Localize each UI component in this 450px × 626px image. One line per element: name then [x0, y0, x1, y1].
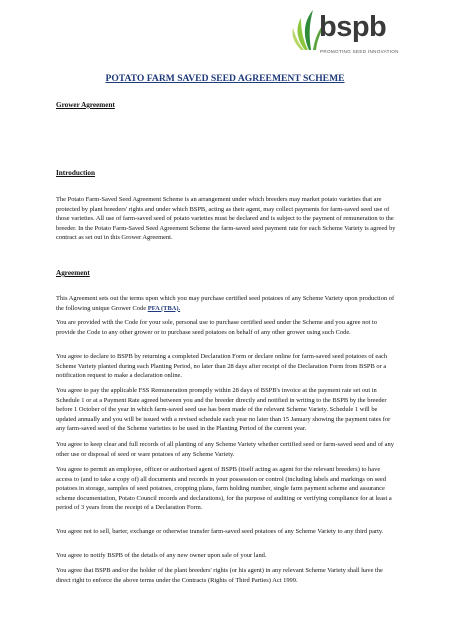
agreement-paragraph-2: You are provided with the Code for your sole, personal use to purchase certified seed under the Scheme and you agree not to provide the Code to any other grower or to purchase seed potatoes on behalf of any other grower using such Code.	[56, 319, 377, 336]
agreement-paragraph-4: You agree to pay the applicable FSS Remuneration promptly within 28 days of BSPB's invoice at the payment rate set out in Schedule 1 or at a Payment Rate agreed between you and the breeder directly and notified in writing to the BSPB by the breeder before 1 October of the year in which farm-saved seed use has been made of the relevant Scheme Variety. Schedule 1 will be updated annually and you will be issued with a revised schedule each year no later than 15 January showing the payment rates for any farm-saved seed of the Scheme varieties to be used in the Planting Period of the current year.	[56, 387, 391, 432]
document-title: POTATO FARM SAVED SEED AGREEMENT SCHEME	[105, 73, 345, 84]
agreement-paragraph-5: You agree to keep clear and full records of all planting of any Scheme Variety whether certified seed or farm-saved seed and of any other use or disposal of seed or ware potatoes of any Scheme Variety.	[56, 441, 394, 458]
agreement-paragraph-6: You agree to permit an employee, officer or authorised agent of BSPB (itself acting as agent for the relevant breeders) to have access to (and to take a copy of) all documents and records in your possession or control (including labels and markings on seed potatoes in storage, samples of seed potatoes, cropping plans, farm holding number, single farm payment scheme and assurance scheme documentation, Potato Council records and declarations), for the purpose of auditing or verifying compliance for at least a period of 3 years from the receipt of a Declaration Form.	[56, 466, 392, 511]
introduction-heading: Introduction	[56, 169, 96, 177]
agreement-paragraph-8: You agree to notify BSPB of the details of any new owner upon sale of your land.	[56, 552, 267, 559]
grower-agreement-heading: Grower Agreement	[56, 101, 115, 109]
agreement-heading: Agreement	[56, 269, 90, 277]
bspb-logo	[289, 6, 419, 62]
agreement-paragraph-3: You agree to declare to BSPB by returning a completed Declaration Form or declare online for farm-saved seed potatoes of each Scheme Variety planted during each Planting Period, no later than 28 days after receipt of the Declaration Form from BSPB or a notification request to make a declaration online.	[56, 353, 388, 379]
agreement-paragraph-1-text: This Agreement sets out the terms upon which you may purchase certified seed potatoes of any Scheme Variety upon production of the following unique Grower Code	[56, 295, 395, 312]
agreement-paragraph-1	[56, 294, 398, 313]
logo-tagline: PROMOTING SEED INNOVATION	[320, 49, 399, 54]
introduction-paragraph: The Potato Farm-Saved Seed Agreement Scheme is an arrangement under which breeders may market potato varieties that are protected by plant breeders' rights and under which BSPB, acting as their agent, may collect payments for farm-saved seed use of those varieties. All use of farm-saved seed of potato varieties must be declared and is subject to the payment of remuneration to the breeder. In the Potato Farm-Saved Seed Agreement Scheme the farm-saved seed payment rate for each Scheme Variety is agreed by contract as set out in this Grower Agreement.	[56, 196, 396, 241]
logo-wordmark: bspb	[319, 11, 387, 43]
grower-code: PFA (TBA).	[147, 304, 181, 312]
agreement-paragraph-9: You agree that BSPB and/or the holder of the plant breeders' rights (or his agent) in any relevant Scheme Variety shall have the direct right to enforce the above terms under the Contracts (Rights of Third Parties) Act 1999.	[56, 567, 383, 584]
agreement-paragraph-7: You agree not to sell, barter, exchange or otherwise transfer farm-saved seed potatoes of any Scheme Variety to any third party.	[56, 528, 384, 535]
